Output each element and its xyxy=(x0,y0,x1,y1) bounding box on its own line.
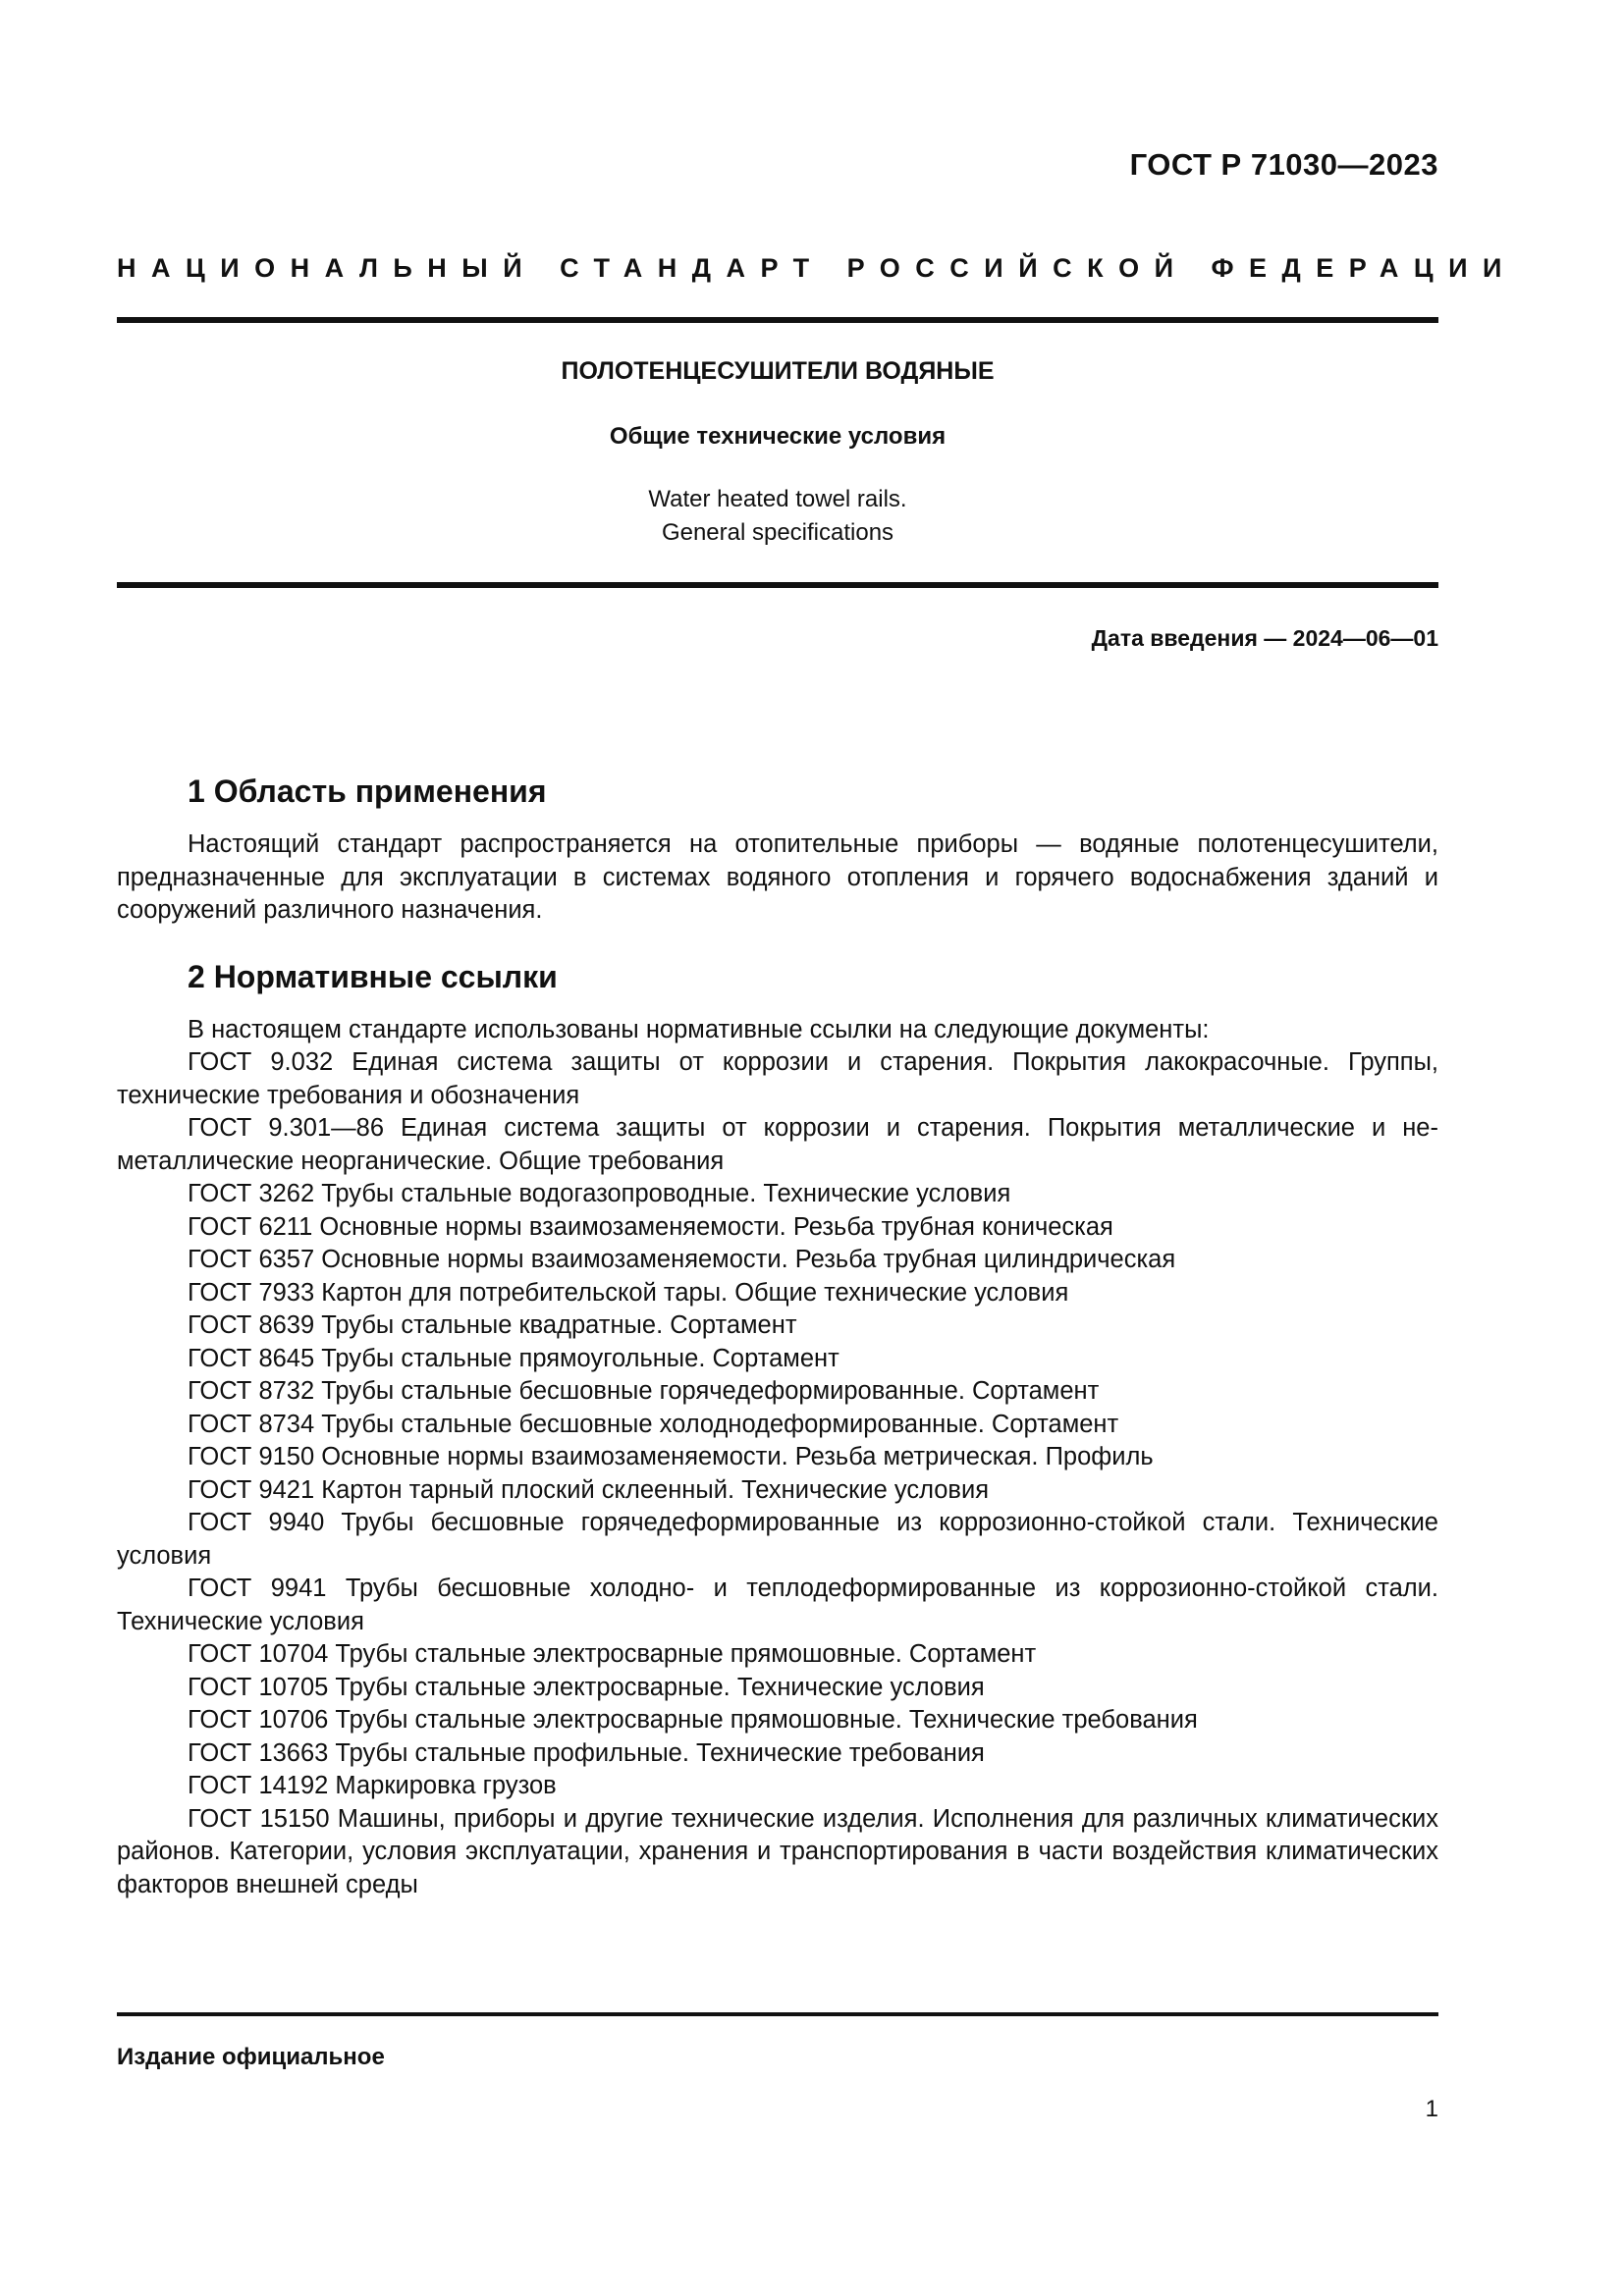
english-title-line-1: Water heated towel rails. xyxy=(648,486,907,512)
reference-item: ГОСТ 7933 Картон для потребительской тары. Общие технические условия xyxy=(188,1278,1069,1307)
reference-item: ГОСТ 10704 Трубы стальные электросварные прямошовные. Сортамент xyxy=(188,1640,1037,1668)
reference-item: ГОСТ 3262 Трубы стальные водогазопроводные. Технические условия xyxy=(188,1180,1011,1207)
document-body xyxy=(117,772,1438,1901)
reference-item: ГОСТ 15150 Машины, приборы и другие технические изделия. Исполнения для различных климатических районов. Категории, условия эксплуатации, хранения и транспортирования в части воздействия климатических факторов внешней среды xyxy=(117,1804,1438,1898)
document-subtitle: Общие технические условия xyxy=(609,423,947,450)
english-title xyxy=(117,483,1438,550)
reference-item: ГОСТ 8734 Трубы стальные бесшовные холоднодеформированные. Сортамент xyxy=(188,1410,1119,1438)
reference-item: ГОСТ 13663 Трубы стальные профильные. Технические требования xyxy=(188,1738,985,1767)
section-2-heading: 2 Нормативные ссылки xyxy=(188,958,558,994)
reference-item: ГОСТ 9.301—86 Единая система защиты от коррозии и старения. Покрытия металлические и неметаллические неорганические. Общие требования xyxy=(117,1114,1438,1175)
national-standard-header: НАЦИОНАЛЬНЫЙ СТАНДАРТ РОССИЙСКОЙ ФЕДЕРАЦИИ xyxy=(117,253,1517,283)
reference-item: ГОСТ 9150 Основные нормы взаимозаменяемости. Резьба метрическая. Профиль xyxy=(188,1443,1154,1470)
reference-item: ГОСТ 8639 Трубы стальные квадратные. Сортамент xyxy=(188,1311,797,1339)
reference-item: ГОСТ 6357 Основные нормы взаимозаменяемости. Резьба трубная цилиндрическая xyxy=(188,1246,1176,1273)
reference-item: ГОСТ 8645 Трубы стальные прямоугольные. Сортамент xyxy=(188,1344,839,1372)
footer-divider xyxy=(117,2012,1438,2016)
reference-item: ГОСТ 9941 Трубы бесшовные холодно- и теплодеформированные из коррозионно-стойкой стали. Технические условия xyxy=(117,1575,1438,1635)
reference-item: ГОСТ 10706 Трубы стальные электросварные прямошовные. Технические требования xyxy=(188,1706,1198,1734)
reference-item: ГОСТ 8732 Трубы стальные бесшовные горячедеформированные. Сортамент xyxy=(188,1377,1100,1405)
section-1-heading: 1 Область применения xyxy=(188,774,547,809)
top-divider xyxy=(117,317,1438,323)
section-2-intro: В настоящем стандарте использованы нормативные ссылки на следующие документы: xyxy=(188,1015,1210,1043)
section-1-paragraph: Настоящий стандарт распространяется на отопительные приборы — водяные полотенцесушители, предназначенные для эксплуатации в системах водяного отопления и горячего водоснабжения зданий и сооружений различного назначения. xyxy=(117,830,1438,924)
introduction-date: Дата введения — 2024—06—01 xyxy=(1091,625,1438,651)
reference-item: ГОСТ 6211 Основные нормы взаимозаменяемости. Резьба трубная коническая xyxy=(188,1212,1113,1241)
reference-item: ГОСТ 9421 Картон тарный плоский склеенный. Технические условия xyxy=(188,1475,990,1504)
reference-item: ГОСТ 10705 Трубы стальные электросварные. Технические условия xyxy=(188,1673,985,1701)
reference-item: ГОСТ 14192 Маркировка грузов xyxy=(188,1772,557,1799)
english-title-line-2: General specifications xyxy=(661,519,894,546)
reference-item: ГОСТ 9940 Трубы бесшовные горячедеформированные из коррозионно-стойкой стали. Технические условия xyxy=(117,1509,1438,1570)
page-number: 1 xyxy=(1425,2096,1438,2122)
document-number: ГОСТ Р 71030—2023 xyxy=(1129,147,1438,182)
reference-item: ГОСТ 9.032 Единая система защиты от коррозии и старения. Покрытия лакокрасочные. Группы, технические требования и обозначения xyxy=(117,1048,1438,1109)
title-divider xyxy=(117,582,1438,588)
official-edition-label: Издание официальное xyxy=(117,2044,385,2070)
document-title: ПОЛОТЕНЦЕСУШИТЕЛИ ВОДЯНЫЕ xyxy=(561,357,995,385)
